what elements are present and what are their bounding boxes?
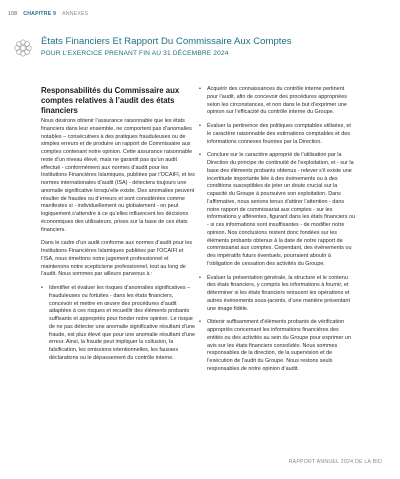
page-number: 108 bbox=[8, 11, 18, 17]
document-subtitle: POUR L’EXERCICE PRENANT FIN AU 31 DÉCEMBRE 2024 bbox=[41, 50, 229, 57]
left-column bbox=[41, 86, 195, 369]
bullet-icon: • bbox=[199, 123, 201, 129]
list-item bbox=[199, 86, 355, 117]
paragraph: Dans le cadre d’un audit conforme aux normes d’audit pour les Institutions Financières Islamiques publiées par l’OCAIFI et l’ISA, nous émettons notre jugement professionnel et maintenons notre scepticisme professionnel, tout au long de l’audit. Nous sommes par ailleurs parvenus à : bbox=[41, 240, 193, 278]
bullet-icon: • bbox=[199, 274, 201, 281]
title-block bbox=[8, 34, 392, 68]
list-item bbox=[41, 285, 195, 363]
chapter-label: CHAPITRE 9 bbox=[23, 11, 57, 17]
bullet-icon: • bbox=[41, 285, 43, 291]
bullet-icon: • bbox=[199, 152, 201, 159]
list-item-text: Évaluer la pertinence des politiques comptables utilisées, et le caractère raisonnable des estimations comptables et des informations connexes fournies par la Direction. bbox=[207, 123, 351, 145]
section-heading: Responsabilités du Commissaire aux comptes relatives à l’audit des états financiers bbox=[41, 86, 180, 115]
isdb-logo-icon bbox=[12, 37, 34, 59]
list-item-text: Conclure sur le caractère approprié de l’utilisation par la Direction du principe de continuité de l’exploitation, et - sur la base des éléments probants obtenus - relever s’il existe une incertitude importante liée à des événements ou à des conditions susceptibles de jeter un doute crucial sur la capacité du Groupe à poursuivre son exploitation. Dans l’affirmative, nous serions tenus d’attirer l’attention - dans notre rapport de commissariat aux comptes - sur les informations y afférentes, figurant dans les états financiers ou - si ces informations sont insuffisantes - de modifier notre opinion. Nos conclusions restent donc fondées sur les éléments probants obtenus à la date de notre rapport de commissariat aux comptes. Cependant, des événements ou des impératifs futurs éventuels, pourraient aboutir à l’obligation de cessation des activités du Groupe. bbox=[207, 152, 356, 267]
right-column bbox=[199, 86, 355, 380]
paragraph: Nous désirons obtenir l’assurance raisonnable que les états financiers dans leur ensemble, ne comportent pas d’anomalies notables – consécutives à des pratiques frauduleuses ou de simples erreurs et de produire un rapport de Commissaire aux comptes contenant notre opinion. Cette assurance raisonnable reste d’un niveau élevé, mais ne garantit pas qu’un audit effectué - conformément aux normes d’audit pour les Institutions Financières Islamiques, publiées par l’OCAIFI, et les normes internationales d’audit (ISA) - détectera toujours une anomalie significative lorsqu’elle existe. Des anomalies peuvent résulter de fraudes ou d’erreurs et sont considérées comme manifestes si - individuellement ou globalement - on peut logiquement s’attendre à ce qu’elles influencent les décisions économiques des utilisateurs, prises sur la base de ces états financiers. bbox=[41, 118, 195, 233]
list-item-text: Évaluer la présentation générale, la structure et le contenu des états financiers, y compris les informations à fournir, et déterminer si les états financiers retracent les opérations et autres événements sous-jacents, d’une manière présentant une image fidèle. bbox=[207, 274, 350, 312]
section-label: ANNEXES bbox=[62, 11, 89, 17]
list-item bbox=[199, 123, 355, 146]
list-item-text: Obtenir suffisamment d’éléments probants de vérification appropriés concernant les informations financières des entités ou des activités au sein du Groupe pour exprimer un avis sur les états financiers consolidés. Nous sommes responsables de la direction, de la supervision et de l’exécution de l’audit du Groupe. Nous restons seuls responsables de notre opinion d’audit. bbox=[207, 319, 351, 372]
list-item-text: Acquérir des connaissances du contrôle interne pertinent pour l’audit, afin de concevoir des procédures appropriées selon les circonstances, et non dans le but d’exprimer une opinion sur l’efficacité du contrôle interne du Groupe. bbox=[207, 86, 347, 116]
bullet-icon: • bbox=[199, 86, 201, 92]
list-item bbox=[199, 319, 355, 373]
bullet-icon: • bbox=[199, 319, 201, 326]
list-item bbox=[199, 152, 355, 268]
document-title: États Financiers Et Rapport Du Commissaire Aux Comptes bbox=[41, 36, 292, 47]
page-header bbox=[8, 9, 88, 19]
list-item bbox=[199, 275, 355, 314]
page-footer: RAPPORT ANNUEL 2024 DE LA BID bbox=[288, 459, 382, 465]
list-item-text: Identifier et évaluer les risques d’anomalies significatives – frauduleuses ou fortuites - dans les états financiers, concevoir et mettre en œuvre des procédures d’audit adaptées à ces risques et recueillir des éléments probants suffisants et appropriés pour fonder notre opinion. Le risque de ne pas détecter une anomalie significative résultant d’une fraude, est plus élevé que pour une anomalie résultant d’une erreur. Ainsi, la fraude peut impliquer la collusion, la falsification, les omissions intentionnelles, les fausses déclarations ou le dépassement du contrôle interne. bbox=[49, 285, 196, 361]
